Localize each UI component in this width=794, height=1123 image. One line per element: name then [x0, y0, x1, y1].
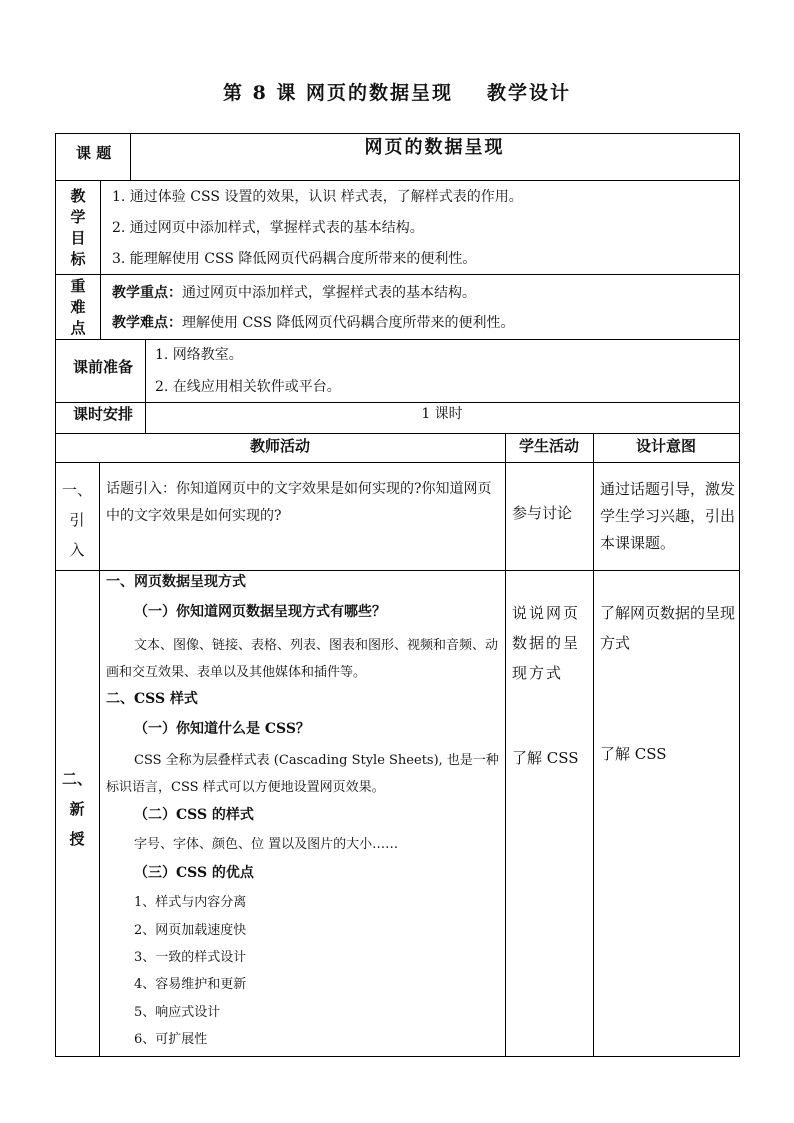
topic-label: 课 题 — [76, 144, 112, 162]
objective-item: 2. 通过网页中添加样式，掌握样式表的基本结构。 — [112, 220, 424, 236]
teaching-difficulty: 教学难点：理解使用 CSS 降低网页代码耦合度所带来的便利性。 — [112, 315, 515, 331]
question-1: （一）你知道网页数据呈现方式有哪些？ — [134, 604, 386, 620]
section2-intent-2: 了解 CSS — [600, 745, 667, 763]
advantage-item: 1、样式与内容分离 — [134, 895, 247, 910]
preparation-item: 2. 在线应用相关软件或平台。 — [155, 379, 341, 395]
answer-1: 文本、图像、链接、表格、列表、图表和图形、视频和音频、动画和交互效果、表单以及其他媒体和插件等。 — [106, 638, 499, 680]
answer-2: CSS 全称为层叠样式表 (Cascading Style Sheets), 也是一种标识语言，CSS 样式可以方便地设置网页效果。 — [106, 753, 499, 795]
teaching-focus: 教学重点：通过网页中添加样式，掌握样式表的基本结构。 — [112, 285, 476, 301]
section2-intent-1: 了解网页数据的呈现方式 — [600, 604, 736, 652]
column-student: 学生活动 — [518, 437, 579, 455]
question-3: （二）CSS 的样式 — [134, 807, 254, 823]
topic-value: 网页的数据呈现 — [364, 137, 505, 158]
section1-label: 一、 引 入 — [62, 481, 93, 559]
advantage-item: 3、一致的样式设计 — [134, 950, 247, 965]
advantage-item: 6、可扩展性 — [134, 1032, 208, 1047]
advantage-item: 2、网页加载速度快 — [134, 923, 247, 938]
title-sub: 教学设计 — [487, 82, 572, 104]
advantage-item: 4、容易维护和更新 — [134, 977, 247, 992]
column-teacher: 教师活动 — [249, 437, 310, 455]
section1-intent: 通过话题引导，激发学生学习兴趣，引出本课课题。 — [600, 480, 736, 552]
question-4: （三）CSS 的优点 — [134, 865, 254, 881]
heading-presentation: 一、网页数据呈现方式 — [106, 574, 246, 590]
answer-3: 字号、字体、颜色、位 置以及图片的大小…… — [134, 837, 399, 852]
preparation-label: 课前准备 — [73, 358, 134, 376]
heading-css: 二、CSS 样式 — [106, 691, 198, 707]
objective-item: 3. 能理解使用 CSS 降低网页代码耦合度所带来的便利性。 — [112, 251, 477, 267]
section2-student-1: 说说网页数据的呈现方式 — [512, 604, 581, 682]
schedule-value: 1 课时 — [421, 406, 463, 422]
page-title — [0, 78, 794, 105]
question-2: （一）你知道什么是 CSS？ — [134, 721, 310, 737]
preparation-item: 1. 网络教室。 — [155, 347, 243, 363]
objectives-label: 教 学 目 标 — [70, 187, 86, 268]
section2-label: 二、 新 授 — [62, 770, 93, 848]
key-points-label: 重 难 点 — [70, 277, 86, 337]
title-main: 第 8 课 网页的数据呈现 — [222, 82, 454, 104]
objective-item: 1. 通过体验 CSS 设置的效果，认识 样式表，了解样式表的作用。 — [112, 189, 523, 205]
schedule-label: 课时安排 — [73, 405, 134, 423]
column-intent: 设计意图 — [635, 437, 696, 455]
section1-teacher: 话题引入：你知道网页中的文字效果是如何实现的?你知道网页中的文字效果是如何实现的? — [106, 481, 492, 524]
section1-student: 参与讨论 — [512, 504, 573, 522]
advantage-item: 5、响应式设计 — [134, 1005, 221, 1020]
section2-student-2: 了解 CSS — [512, 749, 579, 767]
